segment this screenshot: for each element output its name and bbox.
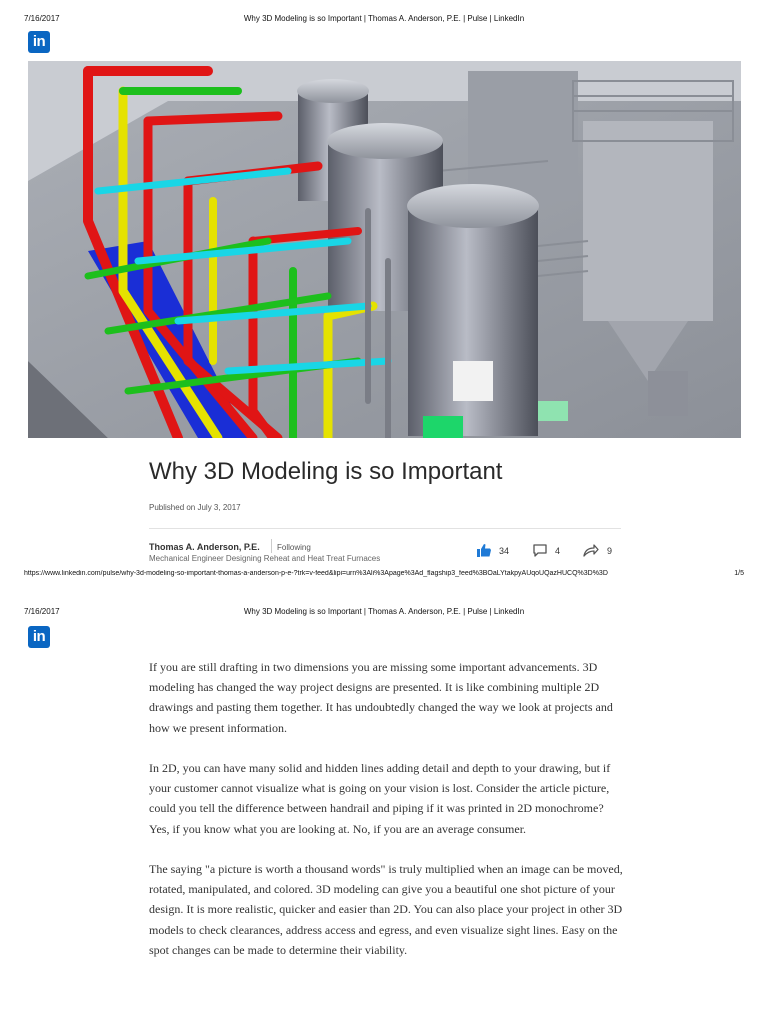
print-header	[0, 14, 768, 28]
author-name[interactable]: Thomas A. Anderson, P.E.	[149, 542, 260, 552]
print-url: https://www.linkedin.com/pulse/why-3d-modeling-so-important-thomas-a-anderson-p-e-?trk=v-feed&lipi=urn%3Ali%3Apage%3Ad_flagship3_feed%3BOaLYtakpyAUqoUQazHUCQ%3D%3D	[24, 570, 608, 577]
like-button[interactable]	[477, 544, 509, 557]
print-title: Why 3D Modeling is so Important | Thomas A. Anderson, P.E. | Pulse | LinkedIn	[243, 14, 525, 23]
share-count: 9	[607, 545, 613, 556]
print-date: 7/16/2017	[24, 14, 60, 23]
linkedin-logo[interactable]: in	[28, 626, 50, 648]
author-divider	[149, 528, 621, 529]
thumbs-up-icon	[477, 544, 491, 557]
share-button[interactable]	[583, 544, 612, 557]
author-separator	[271, 539, 272, 553]
print-footer	[0, 570, 768, 582]
print-date: 7/16/2017	[24, 607, 60, 616]
linkedin-logo[interactable]: in	[28, 31, 50, 53]
print-page-number: 1/5	[734, 570, 744, 577]
print-header-page-2	[0, 607, 768, 621]
comment-icon	[533, 544, 547, 557]
like-count: 34	[499, 545, 510, 556]
article-title: Why 3D Modeling is so Important	[149, 458, 503, 485]
article-hero-image	[28, 61, 741, 438]
author-headline: Mechanical Engineer Designing Reheat and Heat Treat Furnaces	[149, 554, 381, 563]
following-button[interactable]: Following	[277, 543, 311, 552]
comment-button[interactable]	[533, 544, 560, 557]
comment-count: 4	[555, 545, 561, 556]
print-title: Why 3D Modeling is so Important | Thomas A. Anderson, P.E. | Pulse | LinkedIn	[243, 607, 525, 616]
hero-3d-plant-illustration	[28, 61, 741, 438]
share-arrow-icon	[583, 544, 599, 557]
article-paragraph: The saying "a picture is worth a thousand words" is truly multiplied when an image can be moved, rotated, manipulated, and colored. 3D modeling can give you a beautiful one shot picture of your design. It is more realistic, quicker and easier than 2D. You can also place your project in other 3D models to check clearances, address access and egress, and even visualize sight lines. Easy on the spot changes can be made to determine their viability.	[149, 862, 623, 957]
published-date: Published on July 3, 2017	[149, 503, 241, 512]
article-paragraph: In 2D, you can have many solid and hidden lines adding detail and depth to your drawing, but if your customer cannot visualize what is going on your vision is lost. Consider the article picture, could you tell the difference between handrail and piping if it was printed in 2D monochrome? Yes, if you know what you are looking at. No, if you are an average consumer.	[149, 761, 611, 836]
article-body	[149, 657, 623, 980]
article-paragraph: If you are still drafting in two dimensions you are missing some important advancements. 3D modeling has changed the way project designs are presented. It is like combining multiple 2D drawings and pasting them together. It has undoubtedly changed the way we look at projects and how we present information.	[149, 660, 613, 735]
